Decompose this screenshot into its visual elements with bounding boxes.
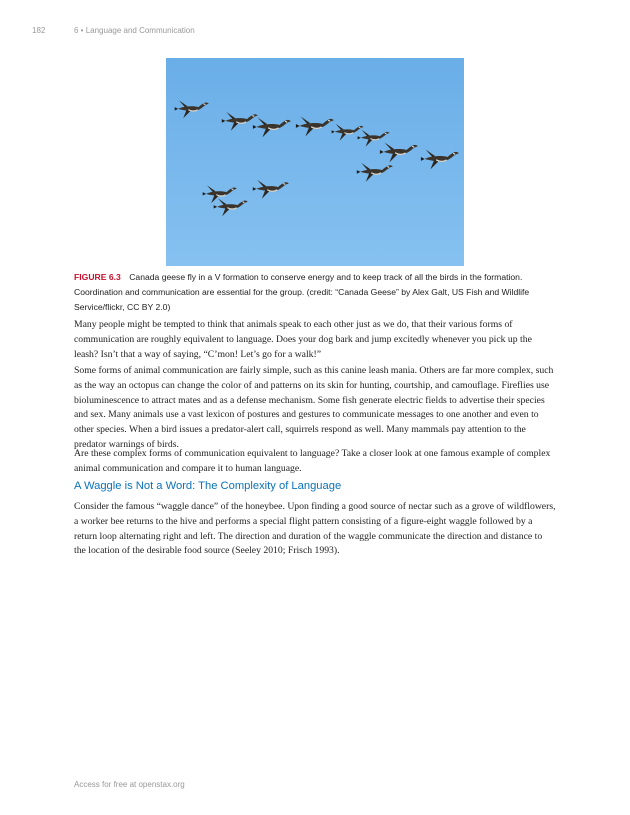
paragraph: Some forms of animal communication are fairly simple, such as this canine leash mania. Others are far more complex, such as the way an octopus can change the color of and patterns on its skin for hunting, courtship, and camouflage. Fireflies use bioluminescence to attract mates and as a defense mechanism. Some fish generate electric fields to advertise their species and sex. Many animals use a vast lexicon of postures and gestures to communicate messages to one another and even to other species. When a bird issues a predator-alert call, squirrels respond as well. Many mammals pay attention to the predator warnings of birds. [74, 365, 554, 450]
figure-label: FIGURE 6.3 [74, 272, 121, 282]
geese-photo [166, 58, 464, 266]
sky-background [166, 58, 464, 266]
running-head [32, 24, 590, 38]
paragraph: Consider the famous “waggle dance” of the honeybee. Upon finding a good source of nectar such as a grove of wildflowers, a worker bee returns to the hive and performs a special flight pattern consisting of a figure-eight waggle followed by a return loop alternating right and left. The direction and duration of the waggle communicate the direction and distance to the location of the desirable food source (Seeley 2010; Frisch 1993). [74, 501, 556, 557]
paragraph: Are these complex forms of communication equivalent to language? Take a closer look at one famous example of complex animal communication and compare it to human language. [74, 448, 551, 474]
figure-caption-text: Canada geese fly in a V formation to conserve energy and to keep track of all the birds in the formation. Coordination and communication are essential for the group. (credit: “Canada Geese” by Alex Galt, US Fish and Wildlife Service/flickr, CC BY 2.0) [74, 272, 530, 313]
figure-caption [74, 270, 554, 316]
footer-link[interactable]: Access for free at openstax.org [74, 780, 185, 789]
page-number: 182 [32, 26, 46, 35]
paragraph: Many people might be tempted to think that animals speak to each other just as we do, that their various forms of communication are roughly equivalent to language. Does your dog bark and jump excitedly whenever you pick up the leash? Isn’t that a way of saying, “C’mon! Let’s go for a walk!” [74, 319, 532, 360]
chapter-title: 6 • Language and Communication [74, 26, 195, 35]
section-heading: A Waggle is Not a Word: The Complexity of Language [74, 480, 342, 492]
